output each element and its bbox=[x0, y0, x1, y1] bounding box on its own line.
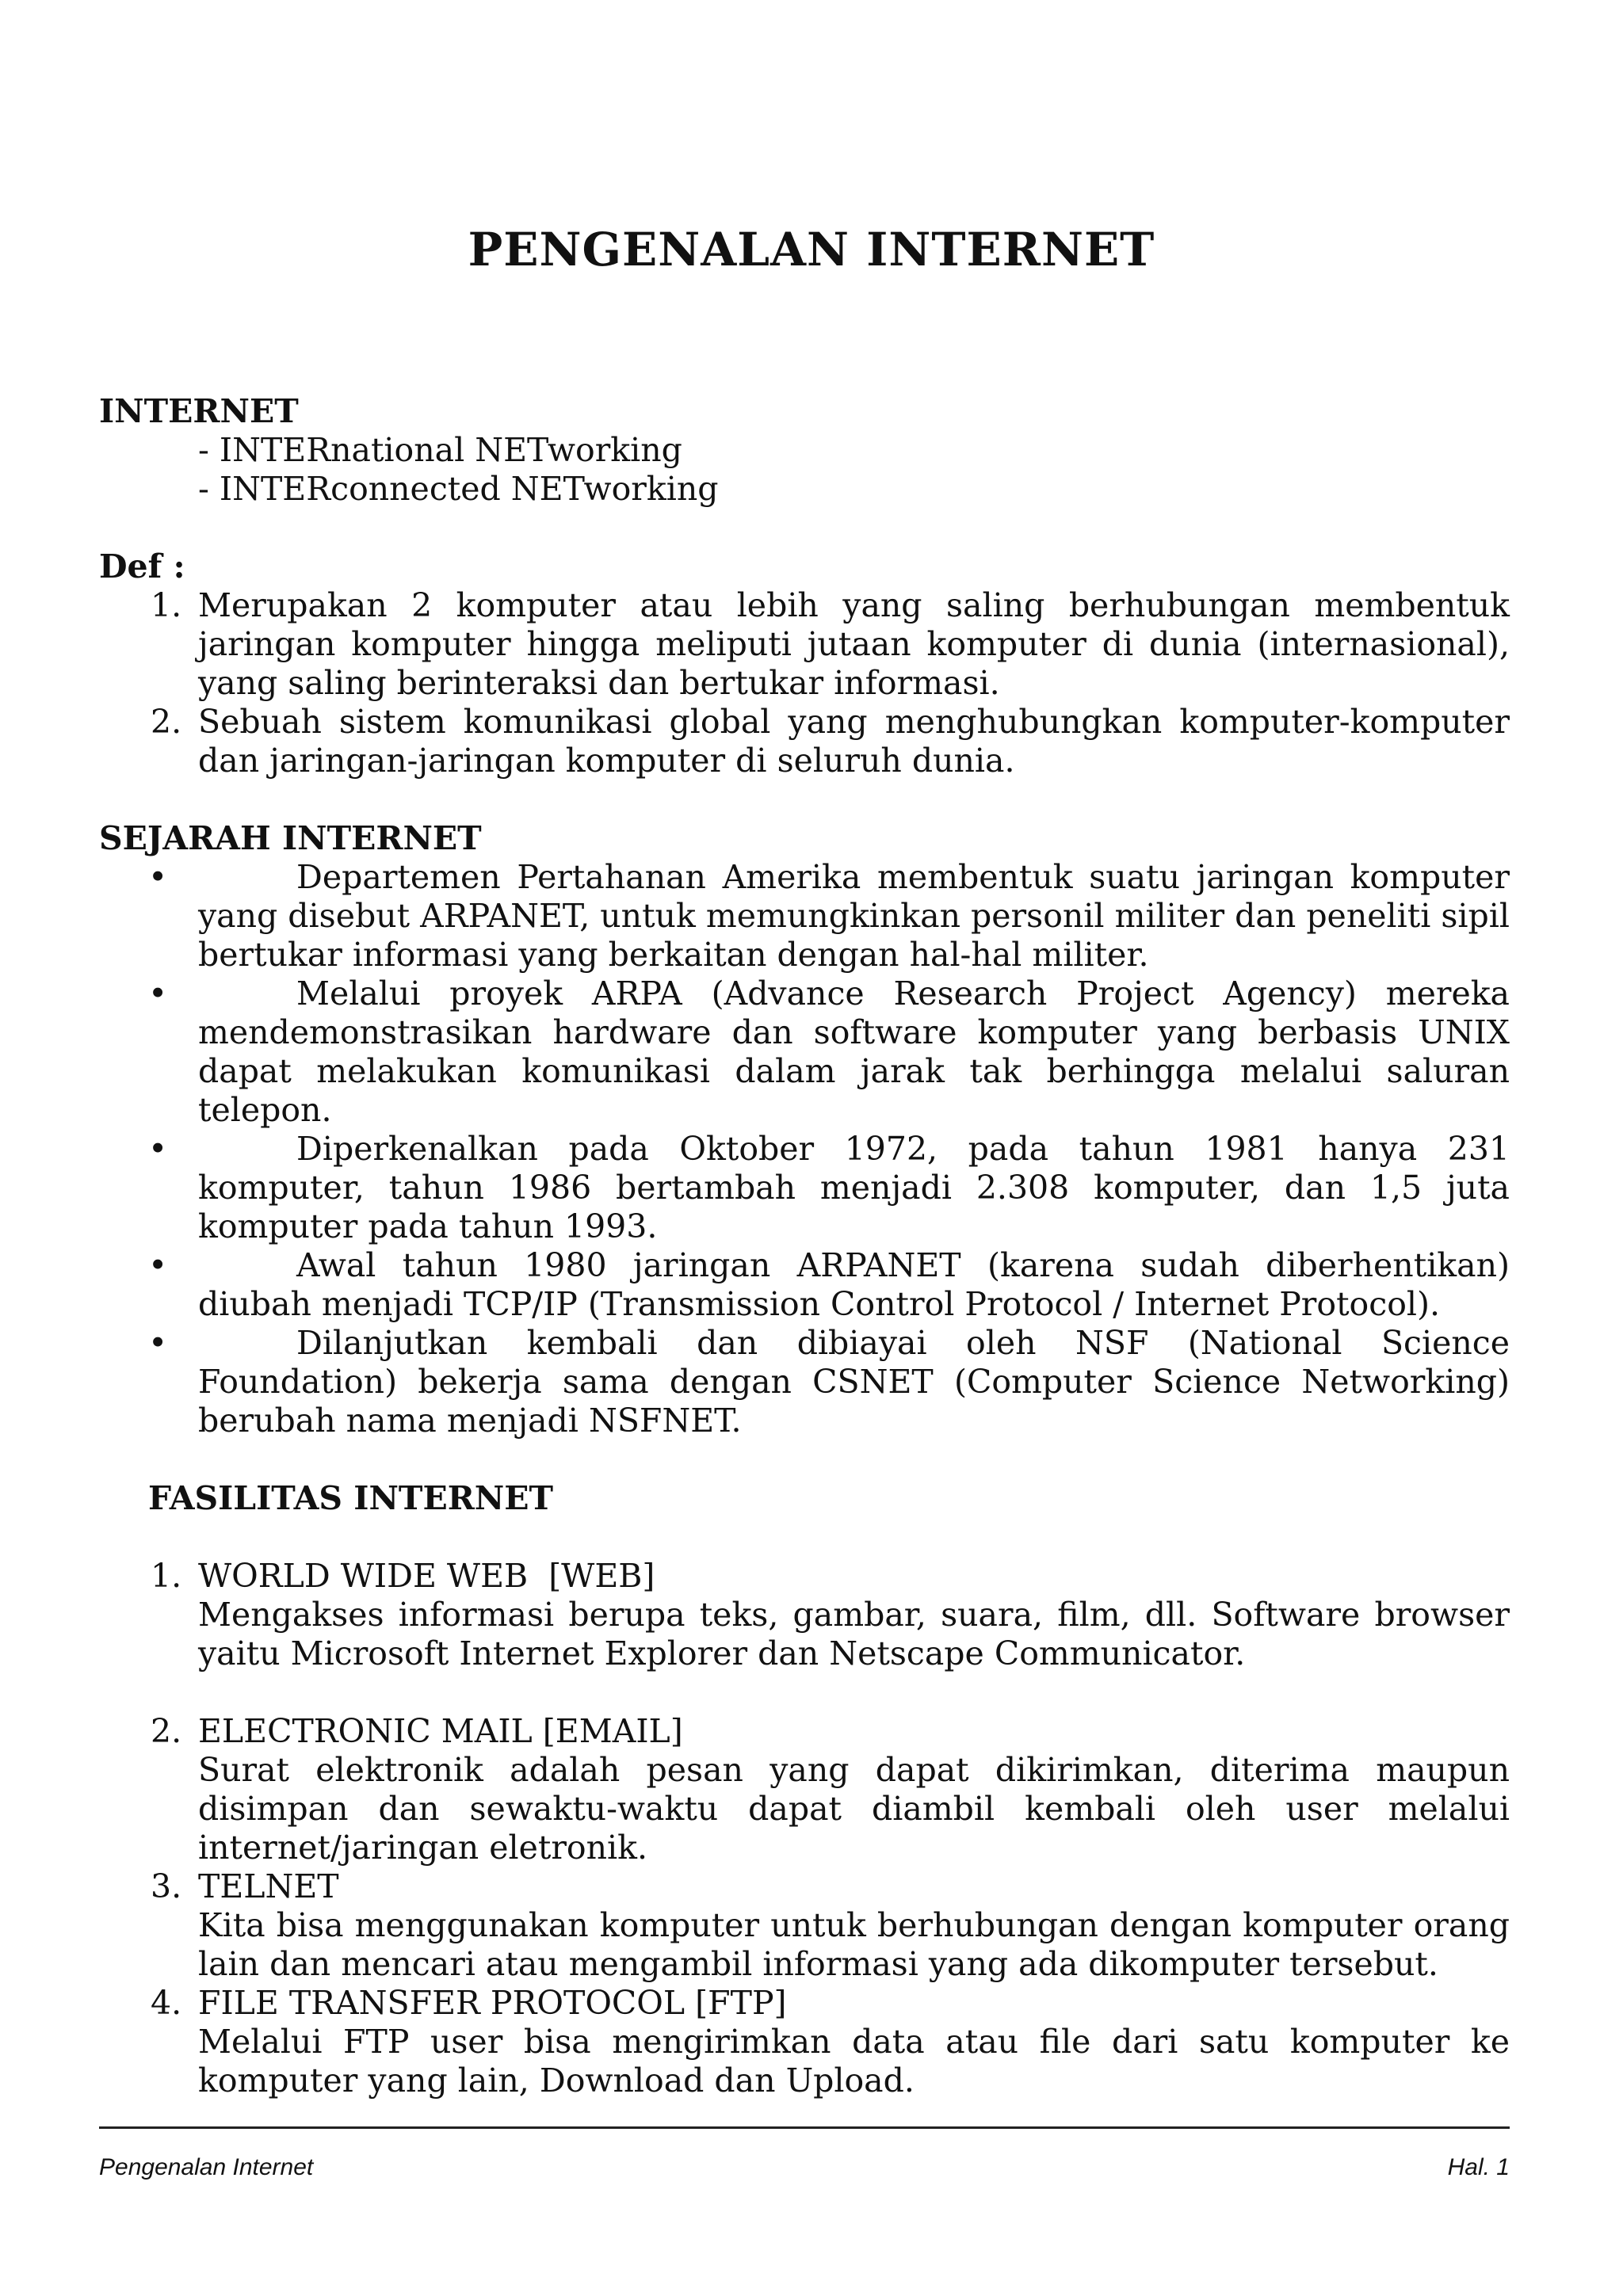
internet-heading: INTERNET bbox=[99, 392, 299, 430]
definition-item-text: Sebuah sistem komunikasi global yang menghubungkan komputer-komputer dan jaringan-jaringan komputer di seluruh dunia. bbox=[198, 703, 1510, 780]
history-item-text: Departemen Pertahanan Amerika membentuk suatu jaringan komputer yang disebut ARPANET, untuk memungkinkan personil militer dan peneliti sipil bertukar informasi yang berkaitan dengan hal-hal militer. bbox=[198, 858, 1510, 974]
facility-description: Surat elektronik adalah pesan yang dapat dikirimkan, diterima maupun disimpan dan sewaktu-waktu dapat diambil kembali oleh user melalui internet/jaringan eletronik. bbox=[198, 1751, 1510, 1867]
history-item bbox=[99, 858, 1510, 974]
bullet-icon: • bbox=[148, 1246, 168, 1284]
bullet-icon: • bbox=[148, 974, 168, 1013]
facility-description: Kita bisa menggunakan komputer untuk berhubungan dengan komputer orang lain dan mencari atau mengambil informasi yang ada dikomputer tersebut. bbox=[198, 1906, 1510, 1983]
bullet-icon: • bbox=[148, 1130, 168, 1168]
bullet-icon: • bbox=[148, 1324, 168, 1362]
definition-heading: Def : bbox=[99, 547, 185, 585]
history-item-text: Dilanjutkan kembali dan dibiayai oleh NSF (National Science Foundation) bekerja sama dengan CSNET (Computer Science Networking) berubah nama menjadi NSFNET. bbox=[198, 1324, 1510, 1440]
facility-number: 3. bbox=[151, 1867, 182, 1905]
facility-item bbox=[99, 1557, 1510, 1673]
document-body bbox=[99, 392, 1510, 2100]
facility-name: WORLD WIDE WEB [WEB] bbox=[198, 1557, 655, 1595]
facility-item bbox=[99, 1867, 1510, 1984]
definition-item-text: Merupakan 2 komputer atau lebih yang saling berhubungan membentuk jaringan komputer hingga meliputi jutaan komputer di dunia (internasional), yang saling berinteraksi dan bertukar informasi. bbox=[198, 586, 1510, 702]
facilities-heading: FASILITAS INTERNET bbox=[148, 1479, 553, 1517]
definition-item-number: 2. bbox=[151, 703, 182, 741]
internet-expansion-1: - INTERnational NETworking bbox=[198, 431, 682, 469]
bullet-icon: • bbox=[148, 858, 168, 896]
history-heading: SEJARAH INTERNET bbox=[99, 819, 482, 857]
definition-item-number: 1. bbox=[151, 586, 182, 624]
definition-item bbox=[99, 703, 1510, 780]
page-title: PENGENALAN INTERNET bbox=[468, 223, 1155, 277]
facility-number: 2. bbox=[151, 1712, 182, 1750]
history-item-text: Awal tahun 1980 jaringan ARPANET (karena sudah diberhentikan) diubah menjadi TCP/IP (Transmission Control Protocol / Internet Protocol). bbox=[198, 1246, 1510, 1323]
facility-description: Melalui FTP user bisa mengirimkan data atau file dari satu komputer ke komputer yang lain, Download dan Upload. bbox=[198, 2023, 1510, 2100]
facility-name: TELNET bbox=[198, 1867, 339, 1905]
facility-item bbox=[99, 1984, 1510, 2100]
facility-number: 1. bbox=[151, 1557, 182, 1595]
facility-item bbox=[99, 1712, 1510, 1867]
history-item-text: Diperkenalkan pada Oktober 1972, pada tahun 1981 hanya 231 komputer, tahun 1986 bertambah menjadi 2.308 komputer, dan 1,5 juta komputer pada tahun 1993. bbox=[198, 1130, 1510, 1245]
facility-number: 4. bbox=[151, 1984, 182, 2022]
history-item bbox=[99, 974, 1510, 1130]
history-item bbox=[99, 1130, 1510, 1246]
footer-divider bbox=[99, 2126, 1510, 2129]
facility-name: ELECTRONIC MAIL [EMAIL] bbox=[198, 1712, 683, 1750]
history-item bbox=[99, 1246, 1510, 1324]
history-item bbox=[99, 1324, 1510, 1440]
facility-description: Mengakses informasi berupa teks, gambar, suara, film, dll. Software browser yaitu Microsoft Internet Explorer dan Netscape Communicator. bbox=[198, 1596, 1510, 1672]
history-item-text: Melalui proyek ARPA (Advance Research Project Agency) mereka mendemonstrasikan hardware dan software komputer yang berbasis UNIX dapat melakukan komunikasi dalam jarak tak berhingga melalui saluran telepon. bbox=[198, 974, 1510, 1129]
footer-page-number: Hal. 1 bbox=[1447, 2154, 1510, 2180]
footer-document-name: Pengenalan Internet bbox=[99, 2154, 314, 2180]
definition-item bbox=[99, 586, 1510, 703]
internet-expansion-2: - INTERconnected NETworking bbox=[198, 470, 719, 508]
facility-name: FILE TRANSFER PROTOCOL [FTP] bbox=[198, 1984, 787, 2022]
